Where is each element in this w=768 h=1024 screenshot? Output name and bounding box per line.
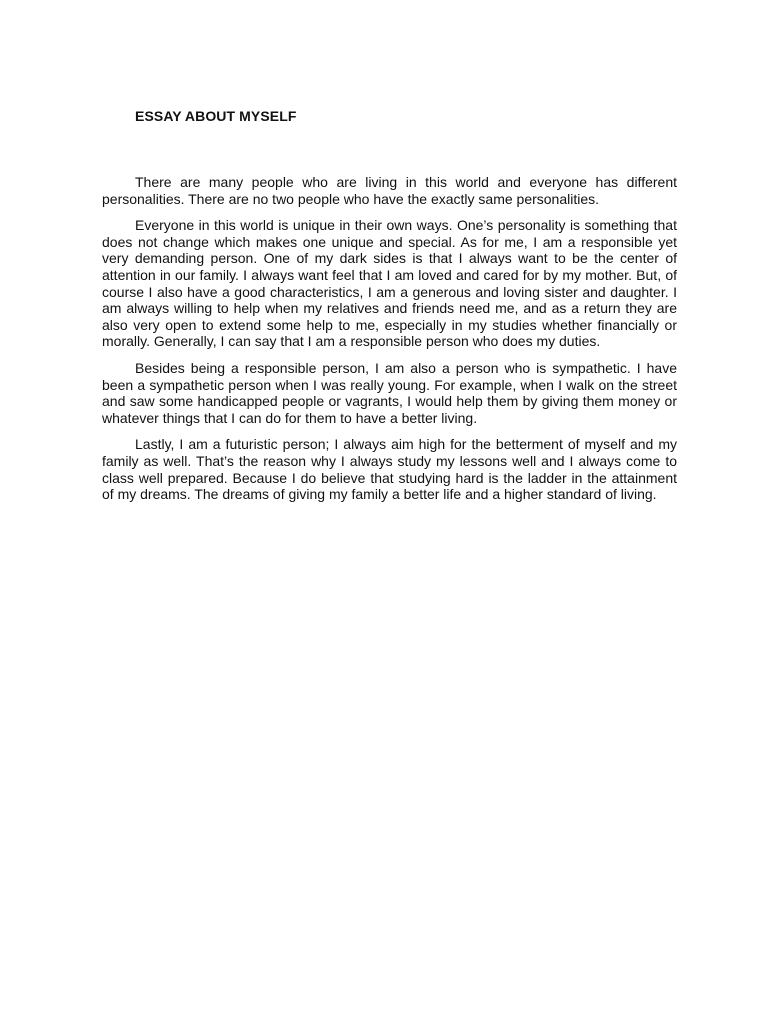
essay-title: ESSAY ABOUT MYSELF — [135, 108, 297, 124]
essay-paragraph-3: Besides being a responsible person, I am also a person who is sympathetic. I have been a sympathetic person when I was really young. For example, when I walk on the street and saw some handicapped people or vagrants, I would help them by giving them money or whatever things that I can do for them to have a better living. — [102, 359, 677, 426]
essay-paragraph-4: Lastly, I am a futuristic person; I always aim high for the betterment of myself and my family as well. That’s the reason why I always study my lessons well and I always come to class well prepared. Because I do believe that studying hard is the ladder in the attainment of my dreams. The dreams of giving my family a better life and a higher standard of living. — [102, 436, 677, 503]
essay-body — [102, 174, 677, 513]
essay-paragraph-1: There are many people who are living in this world and everyone has different personalities. There are no two people who have the exactly same personalities. — [102, 174, 677, 207]
essay-paragraph-2: Everyone in this world is unique in their own ways. One’s personality is something that does not change which makes one unique and special. As for me, I am a responsible yet very demanding person. One of my dark sides is that I always want to be the center of attention in our family. I always want feel that I am loved and cared for by my mother. But, of course I also have a good characteristics, I am a generous and loving sister and daughter. I am always willing to help when my relatives and friends need me, and as a return they are also very open to extend some help to me, especially in my studies whether financially or morally. Generally, I can say that I am a responsible person who does my duties. — [102, 217, 677, 350]
